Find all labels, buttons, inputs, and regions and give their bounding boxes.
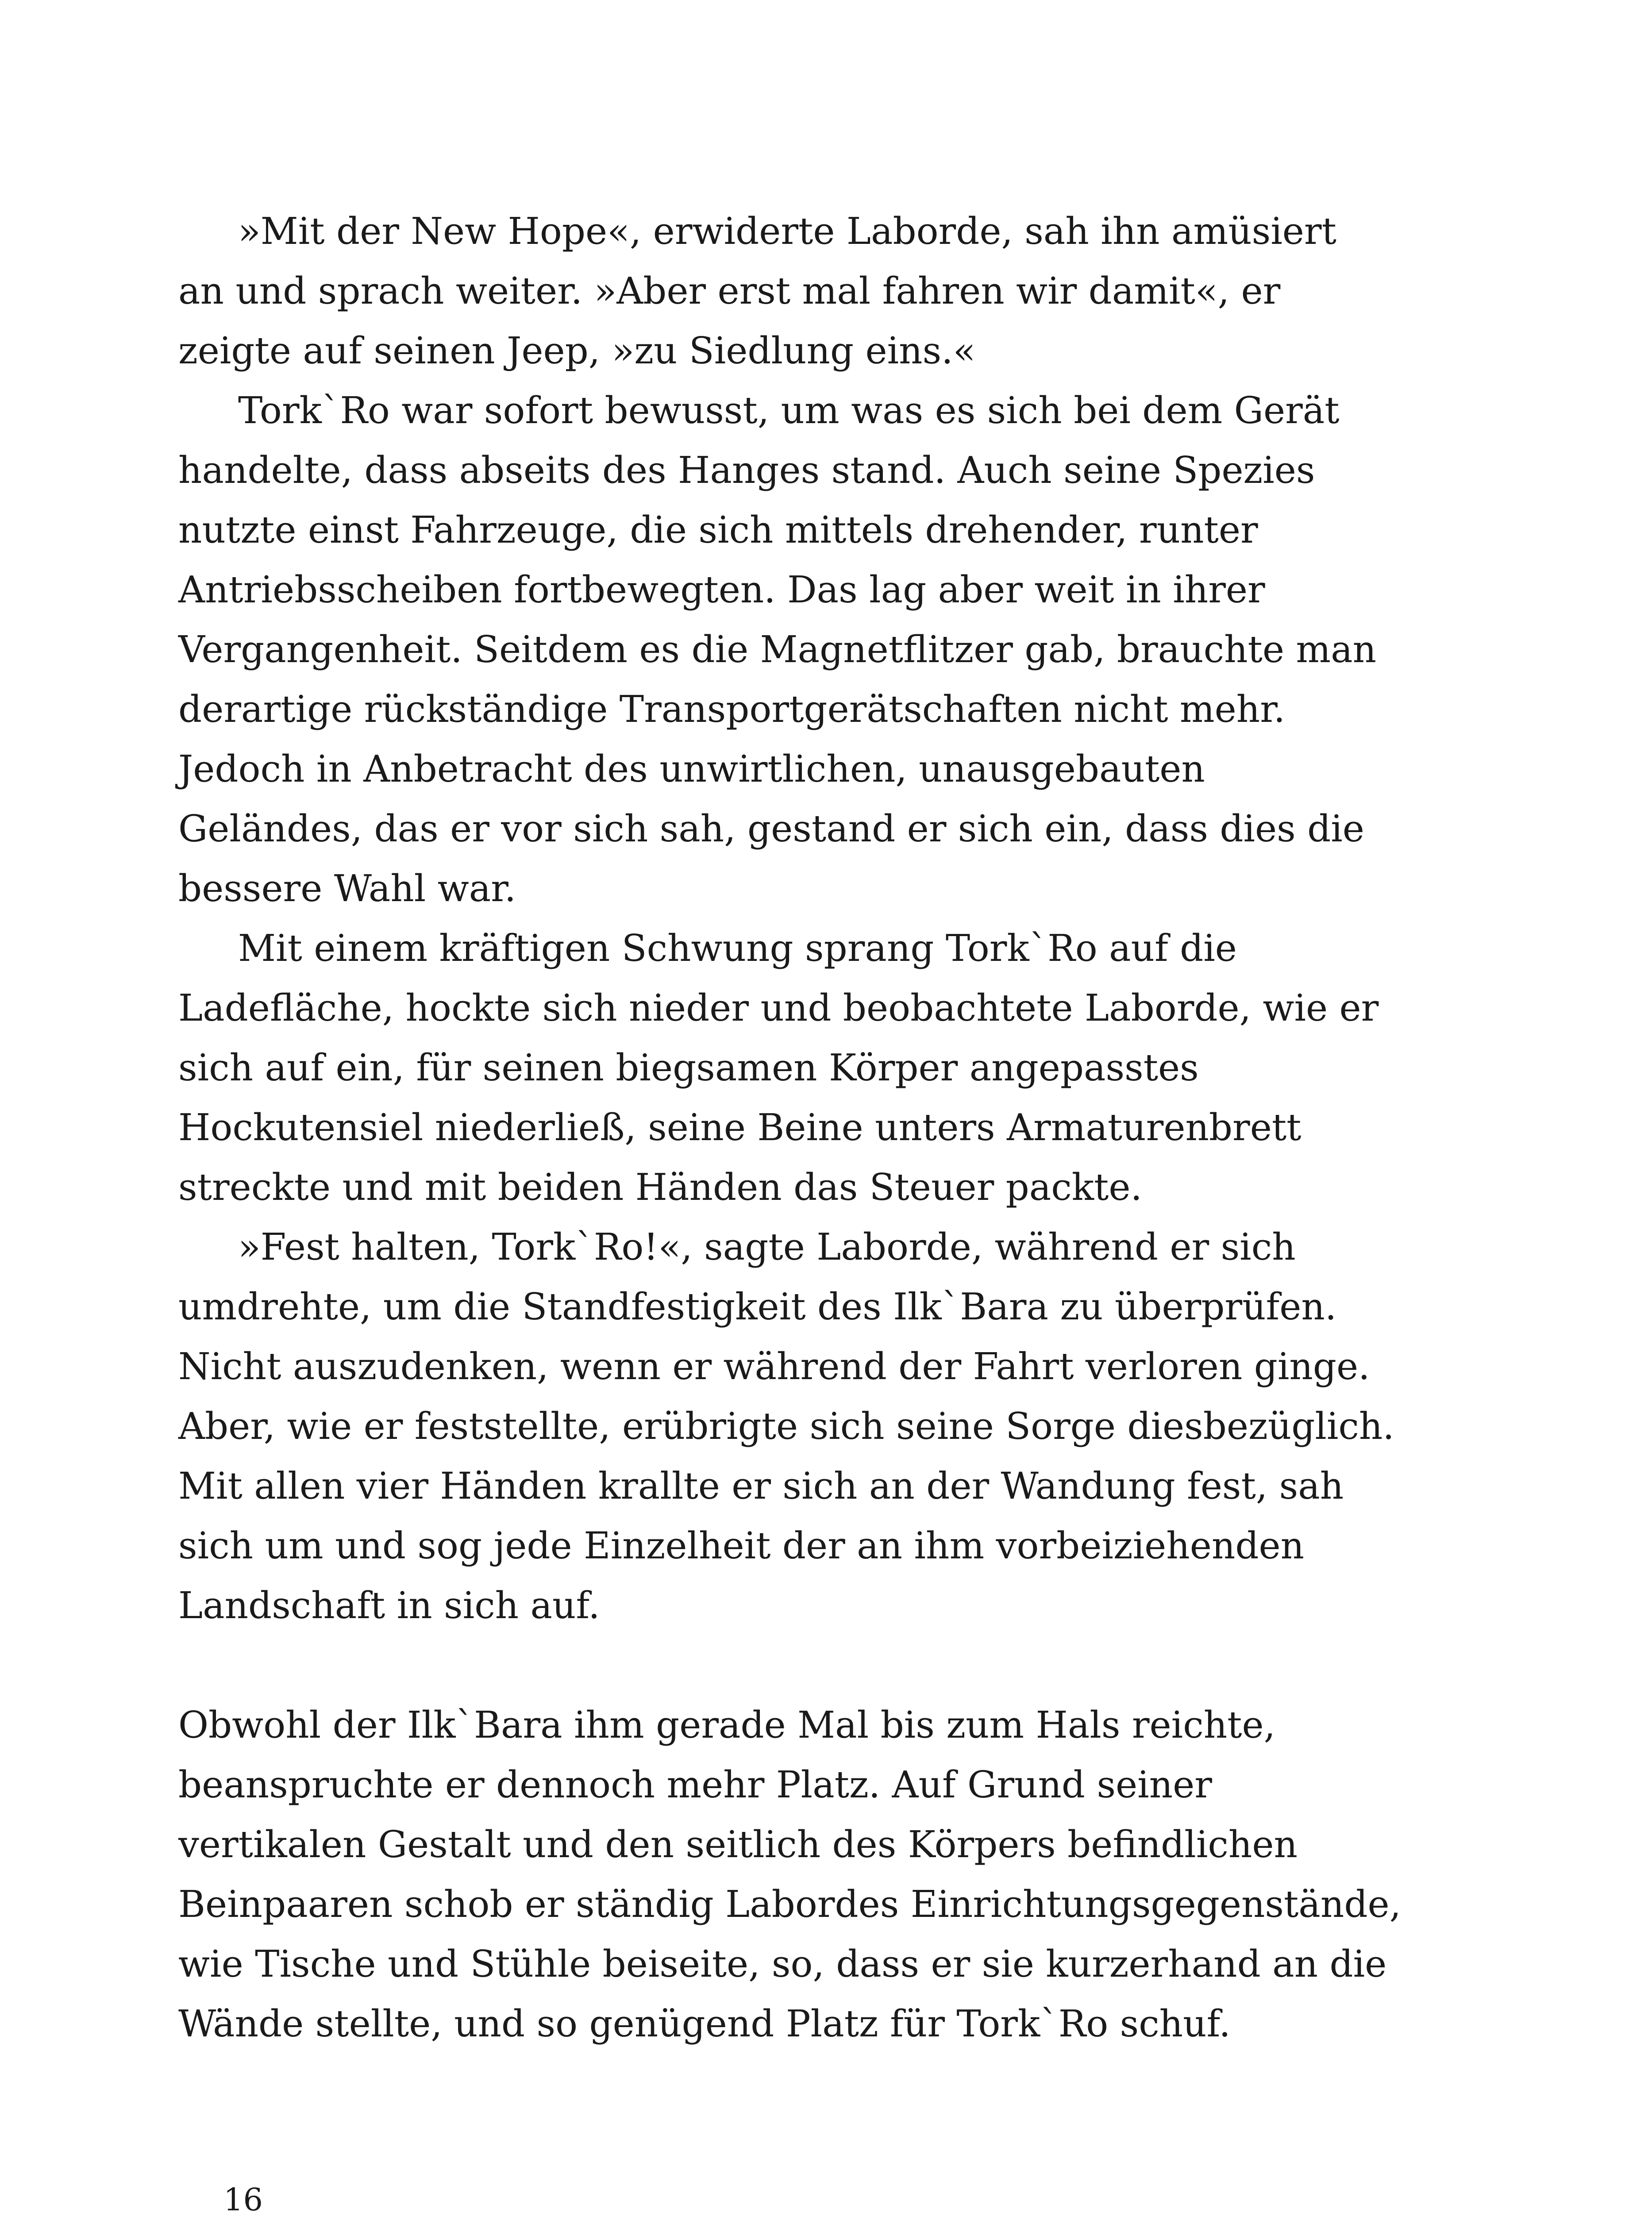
text-line: Hockutensiel niederließ, seine Beine unters Armaturenbrett <box>178 1106 1302 1149</box>
text-line: sich um und sog jede Einzelheit der an ihm vorbeiziehenden <box>178 1524 1305 1567</box>
text-line: vertikalen Gestalt und den seitlich des Körpers befindlichen <box>178 1823 1298 1866</box>
text-line: Mit einem kräftigen Schwung sprang Tork`Ro auf die <box>238 927 1237 970</box>
text-line: Antriebsscheiben fortbewegten. Das lag aber weit in ihrer <box>178 568 1265 611</box>
text-line: Obwohl der Ilk`Bara ihm gerade Mal bis zum Hals reichte, <box>178 1704 1276 1746</box>
text-line: Landschaft in sich auf. <box>178 1584 600 1627</box>
text-line: Geländes, das er vor sich sah, gestand er sich ein, dass dies die <box>178 807 1364 850</box>
text-line: Tork`Ro war sofort bewusst, um was es sich bei dem Gerät <box>238 389 1340 432</box>
text-line: sich auf ein, für seinen biegsamen Körper angepasstes <box>178 1046 1199 1089</box>
text-line: an und sprach weiter. »Aber erst mal fahren wir damit«, er <box>178 270 1281 312</box>
body-text <box>178 201 1462 2054</box>
text-line: nutzte einst Fahrzeuge, die sich mittels drehender, runter <box>178 509 1258 551</box>
page-number: 16 <box>223 2182 263 2213</box>
text-line: Beinpaaren schob er ständig Labordes Einrichtungsgegenstände, <box>178 1883 1401 1926</box>
text-line: handelte, dass abseits des Hanges stand. Auch seine Spezies <box>178 449 1315 492</box>
text-line: Nicht auszudenken, wenn er während der Fahrt verloren ginge. <box>178 1345 1370 1388</box>
text-line: Ladefläche, hockte sich nieder und beobachtete Laborde, wie er <box>178 987 1379 1029</box>
text-line: »Mit der New Hope«, erwiderte Laborde, sah ihn amüsiert <box>238 210 1336 253</box>
text-line: Wände stellte, und so genügend Platz für Tork`Ro schuf. <box>178 2002 1231 2045</box>
text-line: Aber, wie er feststellte, erübrigte sich seine Sorge diesbezüglich. <box>178 1405 1394 1448</box>
paragraph-break <box>178 1635 1462 1695</box>
text-line: Mit allen vier Händen krallte er sich an der Wandung fest, sah <box>178 1465 1344 1507</box>
text-line: derartige rückständige Transportgerätschaften nicht mehr. <box>178 688 1286 731</box>
text-line: zeigte auf seinen Jeep, »zu Siedlung eins.« <box>178 329 976 372</box>
text-line: streckte und mit beiden Händen das Steuer packte. <box>178 1166 1142 1209</box>
text-line: Jedoch in Anbetracht des unwirtlichen, unausgebauten <box>178 748 1205 790</box>
text-line: bessere Wahl war. <box>178 867 516 910</box>
text-line: wie Tische und Stühle beiseite, so, dass er sie kurzerhand an die <box>178 1943 1387 1986</box>
text-line: beanspruchte er dennoch mehr Platz. Auf Grund seiner <box>178 1763 1212 1806</box>
text-line: »Fest halten, Tork`Ro!«, sagte Laborde, während er sich <box>238 1226 1296 1268</box>
text-line: umdrehte, um die Standfestigkeit des Ilk`Bara zu überprüfen. <box>178 1285 1337 1328</box>
text-line: Vergangenheit. Seitdem es die Magnetflitzer gab, brauchte man <box>178 628 1377 671</box>
